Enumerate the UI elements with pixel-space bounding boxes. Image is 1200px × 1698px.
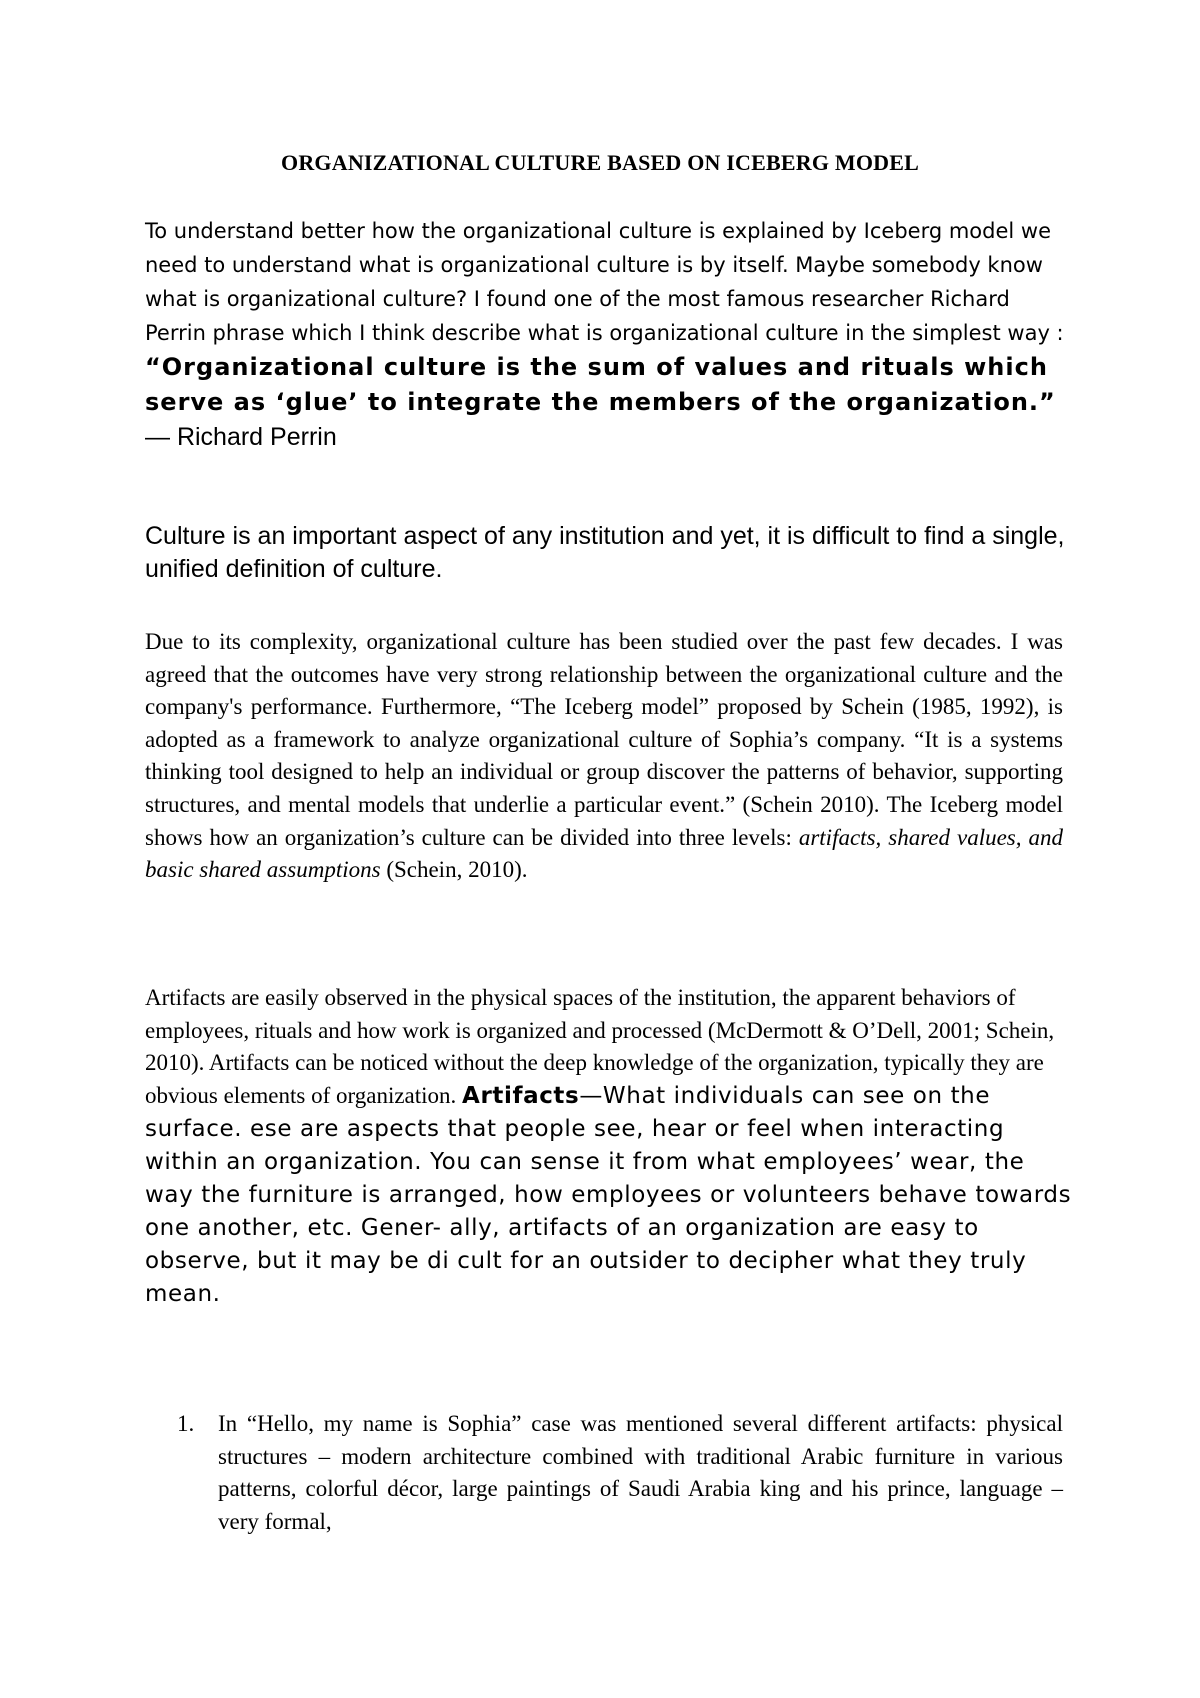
list-item — [145, 1408, 1063, 1538]
three-levels-italic: artifacts, shared values, and basic shared assumptions — [145, 824, 1063, 883]
list-item-text: In “Hello, my name is Sophia” case was mentioned several different artifacts: physical structures – modern architecture combined with traditional Arabic furniture in various patterns, colorful décor, large paintings of Saudi Arabia king and his prince, language – very formal, — [218, 1411, 1063, 1534]
iceberg-citation: (Schein, 2010). — [380, 857, 528, 883]
perrin-quote: “Organizational culture is the sum of values and rituals which serve as ‘glue’ to integrate the members of the organization.” — [145, 353, 1056, 416]
artifacts-definition — [145, 1083, 1071, 1307]
document-title: ORGANIZATIONAL CULTURE BASED ON ICEBERG MODEL — [281, 150, 919, 175]
quote-attribution: ― Richard Perrin — [145, 423, 337, 451]
artifacts-intro: Artifacts are easily observed in the physical spaces of the institution, the apparent behaviors of employees, rituals and how work is organized and processed (McDermott & O’Dell, 2001; Schein, 2010). Artifacts can be noticed without the deep knowledge of the organization, typically they are obvious elements of organization. — [145, 985, 1055, 1108]
intro-paragraph — [145, 214, 1075, 455]
artifacts-description: —What individuals can see on the surface. ese are aspects that people see, hear or feel when interacting within an organization. You can sense it from what employees’ wear, the way the furniture is arranged, how employees or volunteers behave towards one another, etc. Gener- ally, artifacts of an organization are easy to observe, but it may be di cult for an outsider to decipher what they truly mean. — [145, 1082, 1072, 1307]
artifacts-paragraph — [145, 982, 1075, 1311]
list-number: 1. — [177, 1411, 195, 1436]
artifacts-term: Artifacts — [462, 1082, 580, 1109]
iceberg-model-paragraph — [145, 626, 1063, 887]
intro-text: To understand better how the organizational culture is explained by Iceberg model we need to understand what is organizational culture is by itself. Maybe somebody know what is organizational culture? I found one of the most famous researcher Richard Perrin phrase which I think describe what is organizational culture in the simplest way : — [145, 219, 1064, 345]
artifacts-list — [145, 1408, 1063, 1538]
iceberg-text: Due to its complexity, organizational culture has been studied over the past few decades. I was agreed that the outcomes have very strong relationship between the organizational culture and the company's performance. Furthermore, “The Iceberg model” proposed by Schein (1985, 1992), is adopted as a framework to analyze organizational culture of Sophia’s company. “It is a systems thinking tool designed to help an individual or group discover the patterns of behavior, supporting structures, and mental models that underlie a particular event.” (Schein 2010). The Iceberg model shows how an organization’s culture can be divided into three levels: — [145, 629, 1063, 850]
culture-definition-paragraph: Culture is an important aspect of any institution and yet, it is difficult to find a single, unified definition of culture. — [145, 522, 1065, 583]
